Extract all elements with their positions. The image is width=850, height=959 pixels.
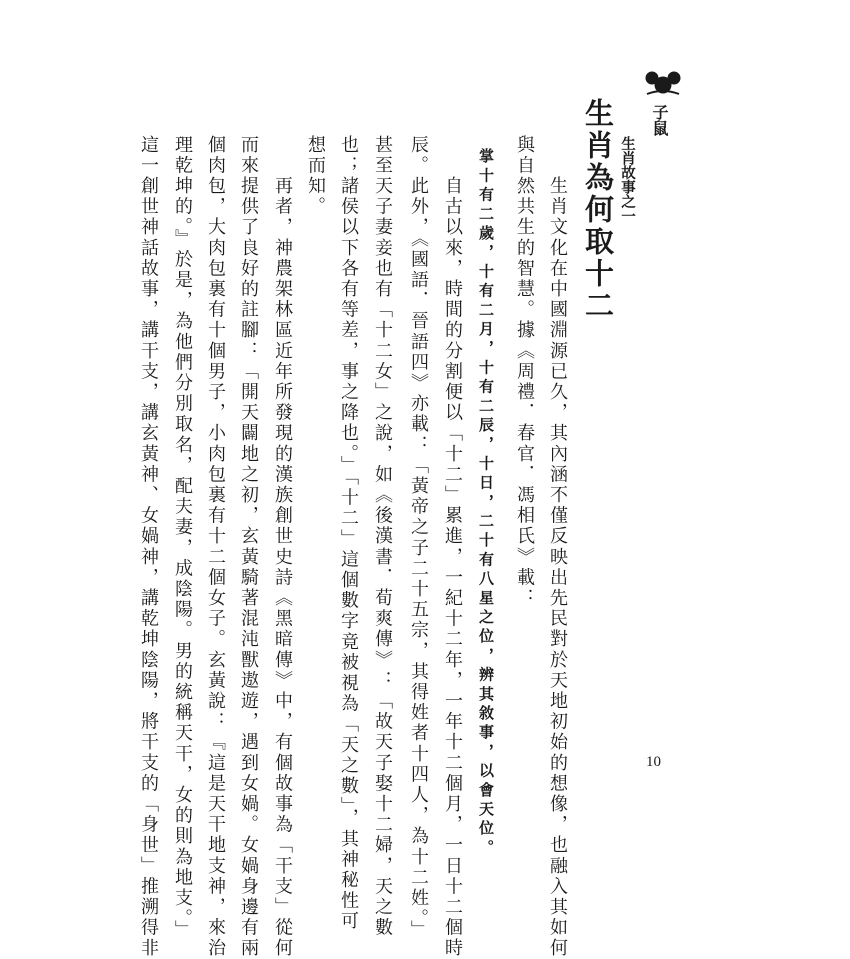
text-column: 甚至天子妻妾也有「十二女」之說，如《後漢書．荀爽傳》：「故天子娶十二婦，天之數 xyxy=(372,135,393,939)
text-column: 理乾坤的。』於是，為他們分別取名，配夫妻，成陰陽。男的統稱天干，女的則為地支。」 xyxy=(172,135,193,941)
page-title: 生肖為何取十二 xyxy=(581,98,615,322)
text-column: 再者，神農架林區近年所發現的漢族創世史詩《黑暗傳》中，有個故事為「干支」從何 xyxy=(272,135,293,959)
text-column: 這一創世神話故事，講干支，講玄黃神、女媧神，講乾坤陰陽，將干支的「身世」推溯得非 xyxy=(138,135,159,959)
text-column: 辰。此外，《國語．晉語四》亦載：「黃帝之子二十五宗，其得姓者十四人，為十二姓。」 xyxy=(408,135,429,941)
text-column: 也；諸侯以下各有等差，事之降也。」「十二」這個數字竟被視為「天之數」，其神秘性可 xyxy=(338,135,359,932)
quote-column: 掌十有二歲，十有二月，十有二辰，十日，二十有八星之位，辨其敘事，以會天位。 xyxy=(477,148,495,859)
mouse-icon xyxy=(643,68,683,96)
section-label: 生肖故事之一 xyxy=(619,136,636,223)
chapter-label: 子鼠 xyxy=(650,104,669,136)
text-column: 自古以來，時間的分割便以「十二」累進，一紀十二年，一年十二個月，一日十二個時 xyxy=(442,135,463,959)
text-column: 與自然共生的智慧。據《周禮．春官．馮相氏》載： xyxy=(514,135,535,609)
text-column: 而來提供了良好的註腳：「開天闢地之初，玄黃騎著混沌獸遨遊，遇到女媧。女媧身邊有兩 xyxy=(238,135,259,959)
text-column: 生肖文化在中國淵源已久，其內涵不僅反映出先民對於天地初始的想像，也融入其如何 xyxy=(547,135,568,959)
page-number: 10 xyxy=(646,754,661,770)
text-column: 個肉包，大肉包裏有十個男子，小肉包裏有十二個女子。玄黃說：『這是天干地支神，來治 xyxy=(205,135,226,959)
text-column: 想而知。 xyxy=(305,135,326,218)
